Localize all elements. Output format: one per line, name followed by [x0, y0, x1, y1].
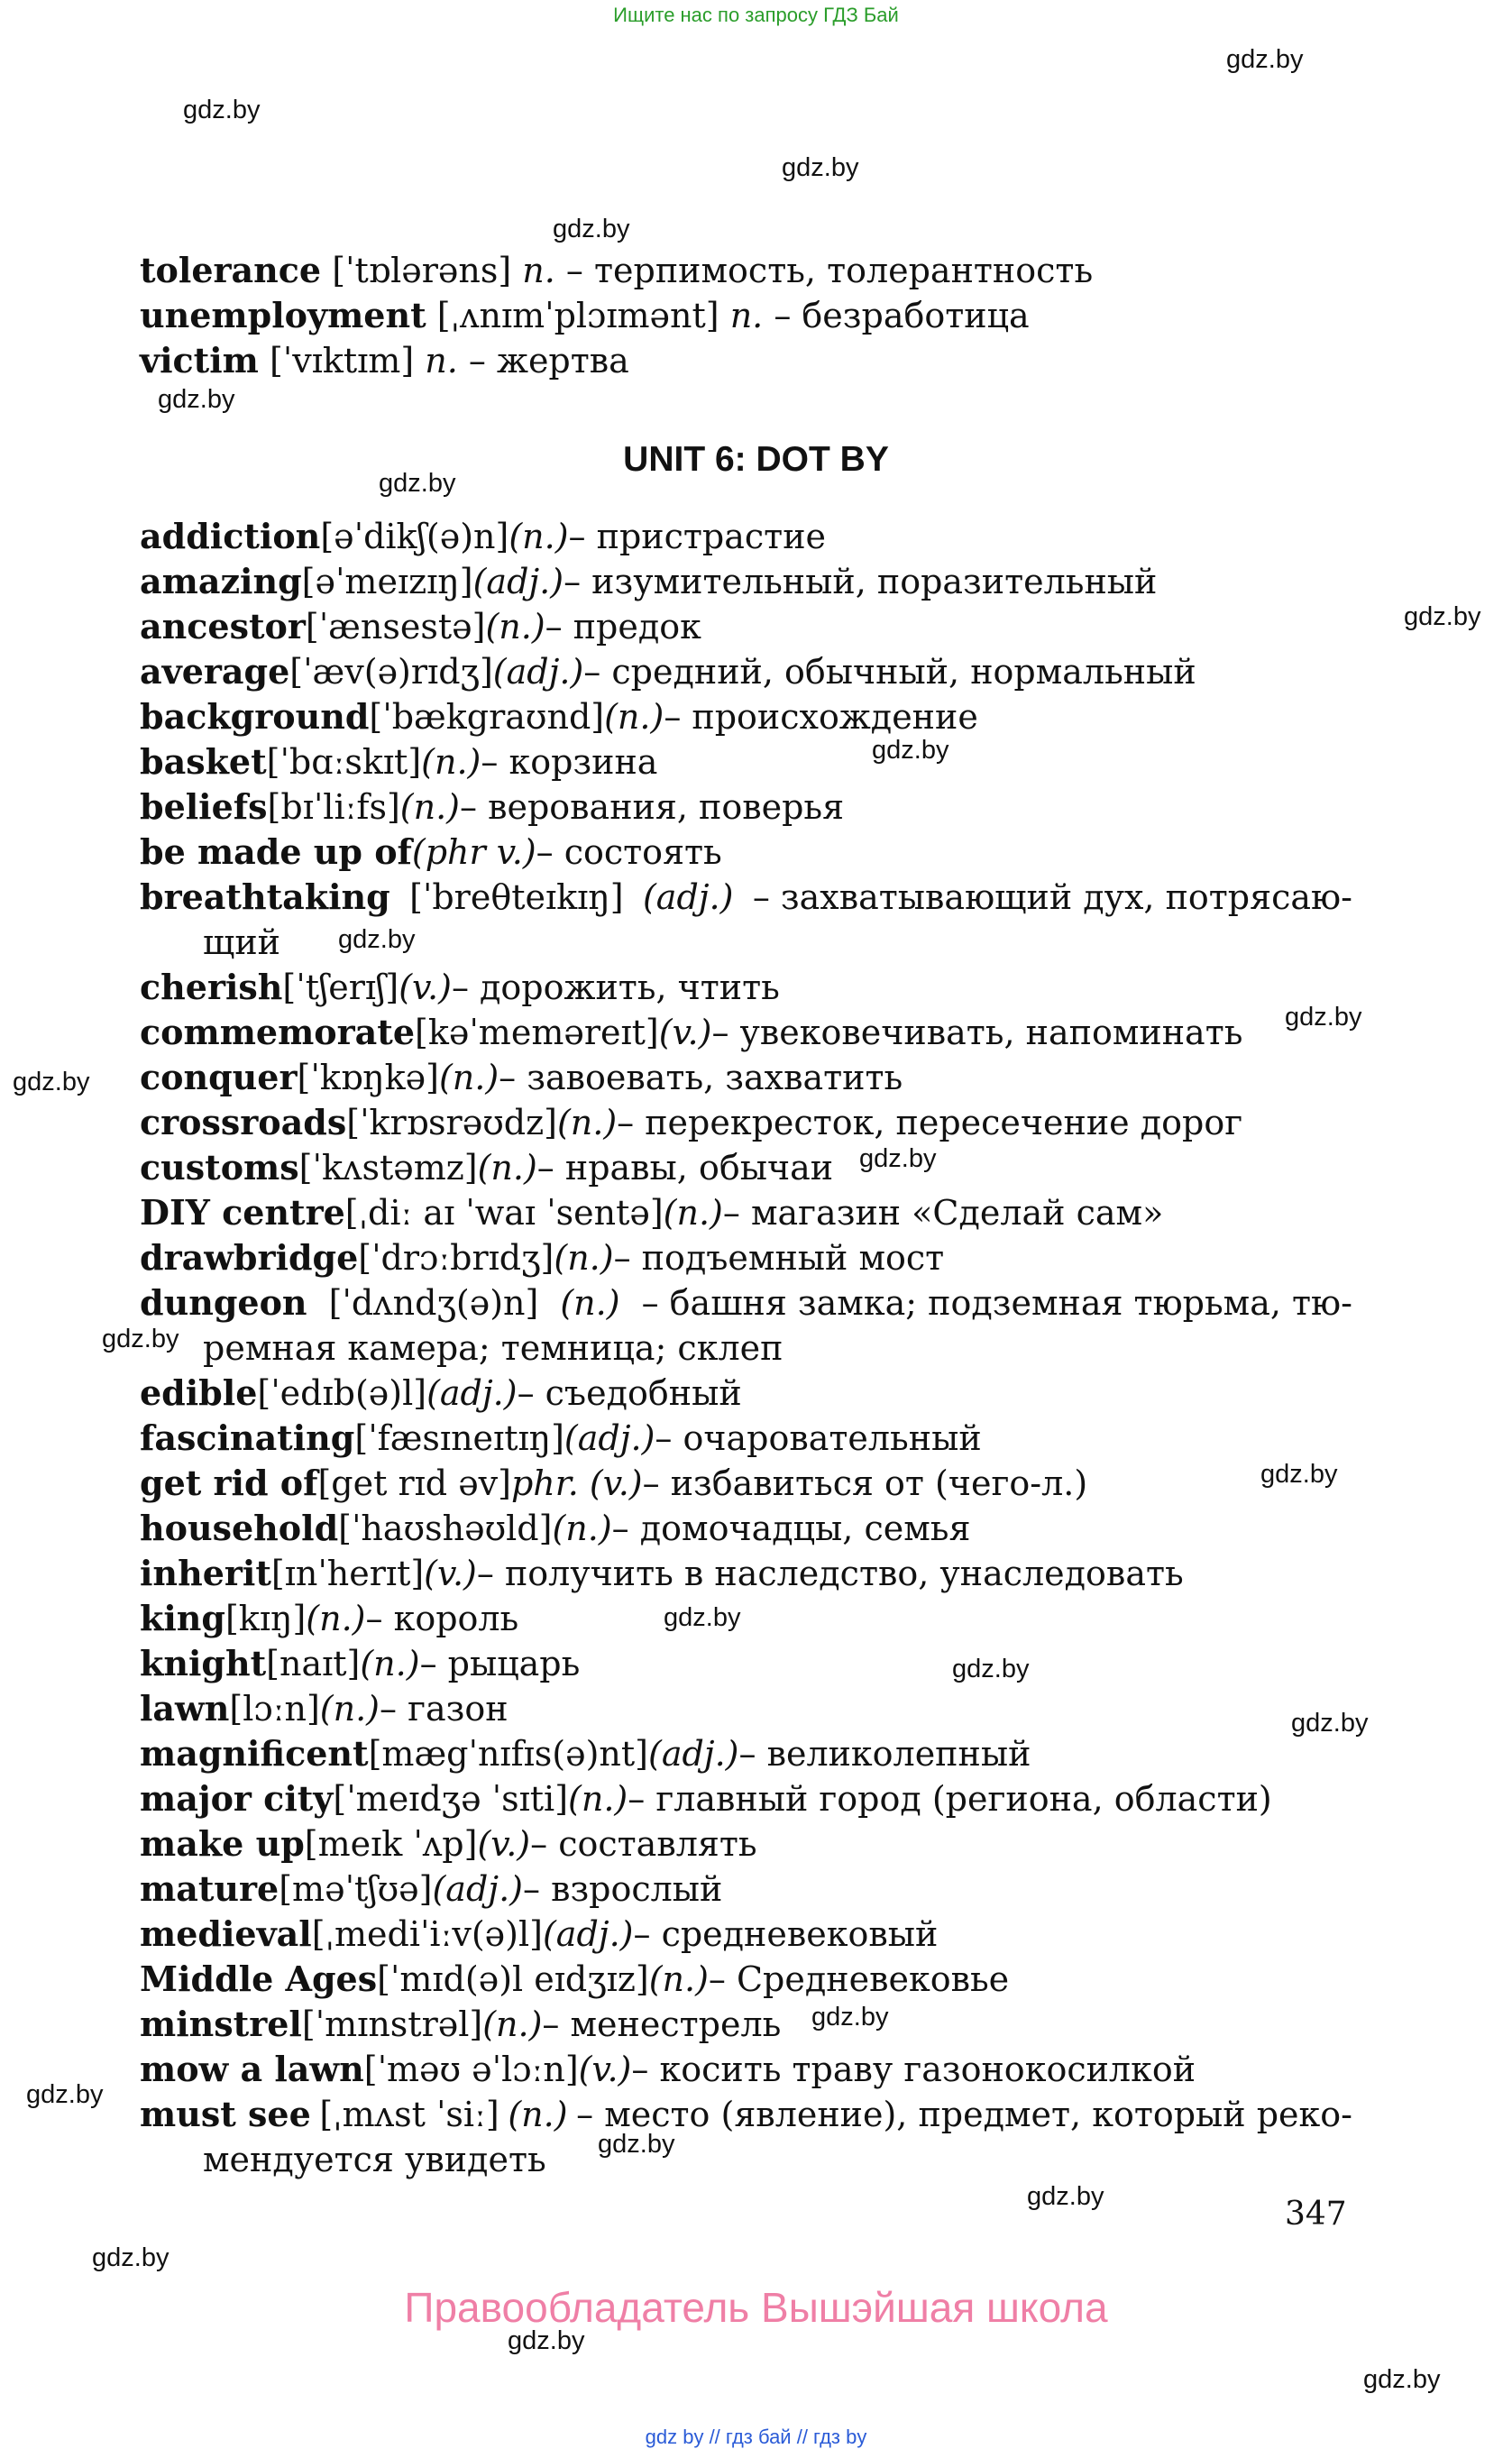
entry-definition: – башня замка; подземная тюрьма, тю- [641, 1283, 1352, 1323]
dictionary-entry [140, 1686, 509, 1731]
entry-definition: – домочадцы, семья [611, 1509, 971, 1548]
entry-pos: (n.) [663, 1193, 723, 1233]
entry-headword: unemployment [140, 295, 426, 335]
dictionary-entry [140, 1461, 1087, 1506]
dictionary-entry [140, 2092, 1352, 2137]
entry-definition: – захватывающий дух, потрясаю- [752, 877, 1352, 917]
entry-headword: fascinating [140, 1417, 355, 1458]
entry-pos: n. [522, 251, 555, 290]
entry-pronunciation: [ˈdʌndʒ(ə)n] [328, 1283, 539, 1323]
watermark: gdz.by [1226, 45, 1304, 74]
entry-pronunciation: [ˈfæsɪneɪtɪŋ] [354, 1418, 564, 1458]
entry-pronunciation: [get rɪd əv] [317, 1463, 511, 1503]
dictionary-entry [140, 1957, 1009, 2002]
entry-pronunciation: [ˈtɒlərəns] [332, 251, 512, 290]
entry-pos: (adj.) [432, 1869, 523, 1909]
entry-headword: knight [140, 1643, 267, 1683]
entry-pronunciation: [ˈməʊ əˈlɔːn] [363, 2050, 579, 2089]
entry-pronunciation: [məˈtʃʊə] [279, 1869, 433, 1909]
entry-pronunciation: [ˈæv(ə)rɪdʒ] [289, 652, 493, 692]
watermark: gdz.by [811, 2003, 889, 2032]
entry-pos: (n.) [648, 1959, 709, 1999]
dictionary-entry [140, 739, 657, 784]
entry-pronunciation: [ˌʌnɪmˈplɔɪmənt] [436, 296, 719, 335]
entry-pronunciation: [ˈbækgraʊnd] [369, 697, 605, 737]
entry-definition: – состоять [536, 832, 722, 872]
dictionary-entry [140, 1190, 1163, 1235]
dictionary-entry [140, 1145, 833, 1190]
entry-pronunciation: [bɪˈliːfs] [267, 787, 400, 827]
entry-pos: (adj.) [642, 877, 734, 917]
dictionary-entry [140, 1235, 944, 1280]
entry-pronunciation: [ˈvɪktɪm] [269, 341, 415, 381]
entry-pos: (adj.) [492, 652, 584, 692]
entry-pos: n. [729, 296, 764, 335]
watermark: gdz.by [102, 1325, 179, 1353]
entry-definition-continuation: ремная камера; темница; склеп [203, 1328, 783, 1368]
copyright-owner: Правообладатель Вышэйшая школа [404, 2284, 1108, 2331]
dictionary-entry [140, 1280, 1352, 1325]
watermark: gdz.by [782, 153, 859, 182]
entry-pos: (phr v.) [411, 832, 536, 872]
entry-definition: – менестрель [542, 2004, 782, 2044]
entry-pos: (v.) [399, 968, 452, 1007]
dictionary-entry [140, 604, 701, 649]
entry-pronunciation: [ˈmɪnstrəl] [301, 2004, 483, 2044]
entry-definition: – газон [379, 1689, 509, 1729]
watermark: gdz.by [338, 925, 416, 954]
dictionary-entry [140, 1821, 757, 1867]
watermark: gdz.by [183, 96, 261, 124]
entry-definition: – подъемный мост [613, 1238, 945, 1278]
dictionary-entry [140, 1912, 938, 1957]
entry-pronunciation: [ˈedɪb(ə)l] [257, 1373, 427, 1413]
entry-headword: crossroads [140, 1102, 347, 1142]
entry-pronunciation: [meɪk ˈʌp] [304, 1824, 478, 1864]
entry-definition: – рыцарь [419, 1644, 581, 1683]
entry-pos: (adj.) [472, 562, 564, 601]
entry-definition: – король [365, 1599, 519, 1638]
entry-definition: – место (явление), предмет, который реко- [576, 2095, 1352, 2134]
entry-headword: Middle Ages [140, 1958, 378, 1999]
entry-pos: (n.) [482, 2004, 543, 2044]
entry-pos: (v.) [658, 1013, 712, 1052]
entry-headword: background [140, 696, 370, 737]
entry-pronunciation: [ˈkrɒsrəʊdz] [346, 1103, 557, 1142]
entry-definition: – увековечивать, напоминать [711, 1013, 1243, 1052]
entry-headword: magnificent [140, 1733, 369, 1774]
entry-pos: (v.) [578, 2050, 632, 2089]
entry-pos: (n.) [556, 1103, 618, 1142]
entry-pos: (n.) [509, 517, 569, 556]
entry-pronunciation: [ˈænsestə] [305, 607, 486, 647]
entry-headword: ancestor [140, 606, 306, 647]
entry-definition: – дорожить, чтить [451, 968, 780, 1007]
entry-definition: – верования, поверья [460, 787, 845, 827]
entry-headword: make up [140, 1823, 305, 1864]
footer-links[interactable]: gdz by // гдз бай // гдз by [645, 2426, 867, 2448]
entry-pos: (n.) [421, 742, 481, 782]
entry-headword: major city [140, 1778, 334, 1819]
entry-definition: – составлять [530, 1824, 757, 1864]
entry-definition: – великолепный [738, 1734, 1031, 1774]
entry-pos: (adj.) [648, 1734, 739, 1774]
entry-headword: beliefs [140, 786, 268, 827]
entry-headword: medieval [140, 1913, 312, 1954]
watermark: gdz.by [1291, 1709, 1369, 1738]
entry-definition: – перекресток, пересечение дорог [617, 1103, 1243, 1142]
watermark: gdz.by [1027, 2182, 1104, 2211]
entry-headword: get rid of [140, 1463, 318, 1503]
entry-headword: king [140, 1598, 225, 1638]
unit-heading: UNIT 6: DOT BY [623, 440, 889, 479]
dictionary-entry [140, 694, 978, 739]
entry-pos: (n.) [399, 787, 460, 827]
entry-headword: breathtaking [140, 876, 390, 917]
dictionary-entry [140, 2002, 781, 2047]
entry-pos: (adj.) [542, 1914, 634, 1954]
entry-definition: – безработица [774, 296, 1030, 335]
dictionary-entry [140, 1100, 1242, 1145]
entry-headword: must see [140, 2094, 311, 2134]
watermark: gdz.by [13, 1068, 90, 1096]
dictionary-entry [140, 1371, 742, 1416]
entry-headword: household [140, 1508, 339, 1548]
watermark: gdz.by [508, 2326, 585, 2355]
entry-pronunciation: [ˈkʌstəmz] [298, 1148, 478, 1188]
entry-definition: – терпимость, толерантность [565, 251, 1094, 290]
entry-headword: inherit [140, 1553, 271, 1593]
entry-pronunciation: [lɔːn] [229, 1689, 320, 1729]
entry-pronunciation: [mægˈnɪfɪs(ə)nt] [368, 1734, 648, 1774]
entry-pronunciation: [naɪt] [266, 1644, 361, 1683]
entry-definition: – средний, обычный, нормальный [583, 652, 1196, 692]
entry-pos: (n.) [360, 1644, 420, 1683]
watermark: gdz.by [664, 1603, 741, 1632]
entry-definition: – изумительный, поразительный [564, 562, 1158, 601]
entry-headword: victim [140, 340, 259, 381]
entry-pos: (v.) [477, 1824, 531, 1864]
entry-pos: (n.) [438, 1058, 499, 1097]
entry-definition: – корзина [481, 742, 658, 782]
dictionary-entry [140, 1731, 1031, 1776]
entry-pos: (n.) [552, 1509, 612, 1548]
entry-definition: – завоевать, захватить [499, 1058, 903, 1097]
entry-definition: – происхождение [664, 697, 978, 737]
top-banner[interactable]: Ищите нас по запросу ГДЗ Бай [613, 4, 899, 26]
dictionary-entry [140, 338, 629, 383]
dictionary-entry [140, 1551, 1184, 1596]
entry-headword: mow a lawn [140, 2049, 364, 2089]
entry-pos: (n.) [319, 1689, 380, 1729]
dictionary-entry [140, 1776, 1272, 1821]
dictionary-entry [140, 248, 1093, 293]
entry-pronunciation: [ˈhaʊshəʊld] [338, 1509, 553, 1548]
entry-pos: (v.) [424, 1554, 477, 1593]
watermark: gdz.by [92, 2243, 170, 2272]
entry-headword: be made up of [140, 831, 412, 872]
watermark: gdz.by [1404, 602, 1481, 631]
dictionary-entry [140, 875, 1352, 920]
watermark: gdz.by [158, 385, 235, 414]
entry-headword: lawn [140, 1688, 230, 1729]
entry-definition: – получить в наследство, унаследовать [476, 1554, 1184, 1593]
entry-pronunciation: [ˈbreθteɪkɪŋ] [409, 877, 624, 917]
entry-headword: minstrel [140, 2004, 302, 2044]
entry-pos: (n.) [604, 697, 664, 737]
watermark: gdz.by [379, 469, 456, 498]
entry-headword: mature [140, 1868, 279, 1909]
entry-pronunciation: [ɪnˈherɪt] [270, 1554, 425, 1593]
entry-pos: (adj.) [426, 1373, 518, 1413]
entry-pronunciation: [əˈmeɪzɪŋ] [301, 562, 473, 601]
dictionary-entry [140, 1641, 580, 1686]
entry-headword: addiction [140, 516, 321, 556]
entry-pronunciation: [ˈbɑːskɪt] [266, 742, 422, 782]
entry-pronunciation: [əˈdikʃ(ə)n] [320, 517, 509, 556]
entry-headword: conquer [140, 1057, 298, 1097]
entry-definition: – очаровательный [655, 1418, 982, 1458]
entry-pronunciation: [ˈmeɪdʒə ˈsɪti] [333, 1779, 569, 1819]
entry-pronunciation: [ˌmʌst ˈsiː] [319, 2095, 499, 2134]
entry-pos: (n.) [477, 1148, 537, 1188]
dictionary-entry [140, 293, 1030, 338]
entry-headword: customs [140, 1147, 299, 1188]
dictionary-entry [140, 784, 844, 830]
entry-definition: – нравы, обычаи [536, 1148, 834, 1188]
entry-pronunciation: [kəˈmeməreɪt] [415, 1013, 659, 1052]
entry-headword: dungeon [140, 1282, 307, 1323]
entry-pronunciation: [ˌmediˈiːv(ə)l] [311, 1914, 543, 1954]
watermark: gdz.by [26, 2080, 104, 2109]
entry-pos: (n.) [554, 1238, 614, 1278]
entry-definition-continuation: щий [203, 922, 280, 962]
entry-headword: drawbridge [140, 1237, 359, 1278]
entry-definition: – взрослый [522, 1869, 723, 1909]
entry-pos: (n.) [485, 607, 545, 647]
entry-headword: amazing [140, 561, 302, 601]
watermark: gdz.by [598, 2130, 675, 2159]
entry-pronunciation: [ˈmɪd(ə)l eɪdʒɪz] [377, 1959, 649, 1999]
dictionary-entry [140, 1416, 982, 1461]
entry-pronunciation: [ˈtʃerɪʃ] [282, 968, 399, 1007]
watermark: gdz.by [553, 215, 630, 243]
dictionary-entry [140, 1506, 970, 1551]
entry-headword: average [140, 651, 290, 692]
entry-pos: n. [425, 341, 458, 381]
entry-definition: – магазин «Сделай сам» [722, 1193, 1164, 1233]
dictionary-entry [140, 1596, 518, 1641]
dictionary-entry [140, 1867, 722, 1912]
entry-pronunciation: [ˌdiː aɪ ˈwaɪ ˈsentə] [344, 1193, 664, 1233]
entry-definition: – средневековый [633, 1914, 939, 1954]
entry-definition: – съедобный [517, 1373, 742, 1413]
entry-pronunciation: [ˈdrɔːbrɪdʒ] [358, 1238, 554, 1278]
entry-definition: – косить траву газонокосилкой [631, 2050, 1196, 2089]
entry-headword: DIY centre [140, 1192, 345, 1233]
entry-definition: – жертва [468, 341, 629, 381]
entry-definition-continuation: мендуется увидеть [203, 2140, 546, 2179]
dictionary-entry [140, 965, 780, 1010]
entry-pos: (n.) [560, 1283, 620, 1323]
dictionary-entry [140, 1010, 1242, 1055]
dictionary-entry [140, 514, 826, 559]
entry-pronunciation: [kɪŋ] [225, 1599, 307, 1638]
dictionary-entry [140, 559, 1157, 604]
entry-pos: phr. (v.) [510, 1463, 643, 1503]
entry-definition: – пристрастие [568, 517, 827, 556]
entry-pronunciation: [ˈkɒŋkə] [297, 1058, 439, 1097]
entry-definition: – предок [545, 607, 701, 647]
watermark: gdz.by [1285, 1003, 1362, 1032]
entry-pos: (n.) [568, 1779, 628, 1819]
entry-pos: (adj.) [564, 1418, 655, 1458]
dictionary-entry [140, 2047, 1196, 2092]
entry-headword: basket [140, 741, 267, 782]
watermark: gdz.by [872, 736, 949, 765]
dictionary-entry [140, 1055, 903, 1100]
dictionary-entry [140, 830, 722, 875]
entry-pos: (n.) [508, 2095, 568, 2134]
entry-headword: cherish [140, 967, 283, 1007]
entry-definition: – избавиться от (чего-л.) [642, 1463, 1088, 1503]
entry-headword: commemorate [140, 1012, 416, 1052]
watermark: gdz.by [1363, 2365, 1441, 2394]
dictionary-entry [140, 649, 1196, 694]
page-number: 347 [1285, 2196, 1347, 2233]
entry-headword: edible [140, 1372, 258, 1413]
watermark: gdz.by [859, 1144, 937, 1173]
entry-definition: – главный город (региона, области) [628, 1779, 1272, 1819]
entry-headword: tolerance [140, 250, 322, 290]
entry-definition: – Средневековье [708, 1959, 1010, 1999]
watermark: gdz.by [952, 1655, 1030, 1683]
watermark: gdz.by [1260, 1460, 1338, 1489]
entry-pos: (n.) [306, 1599, 366, 1638]
